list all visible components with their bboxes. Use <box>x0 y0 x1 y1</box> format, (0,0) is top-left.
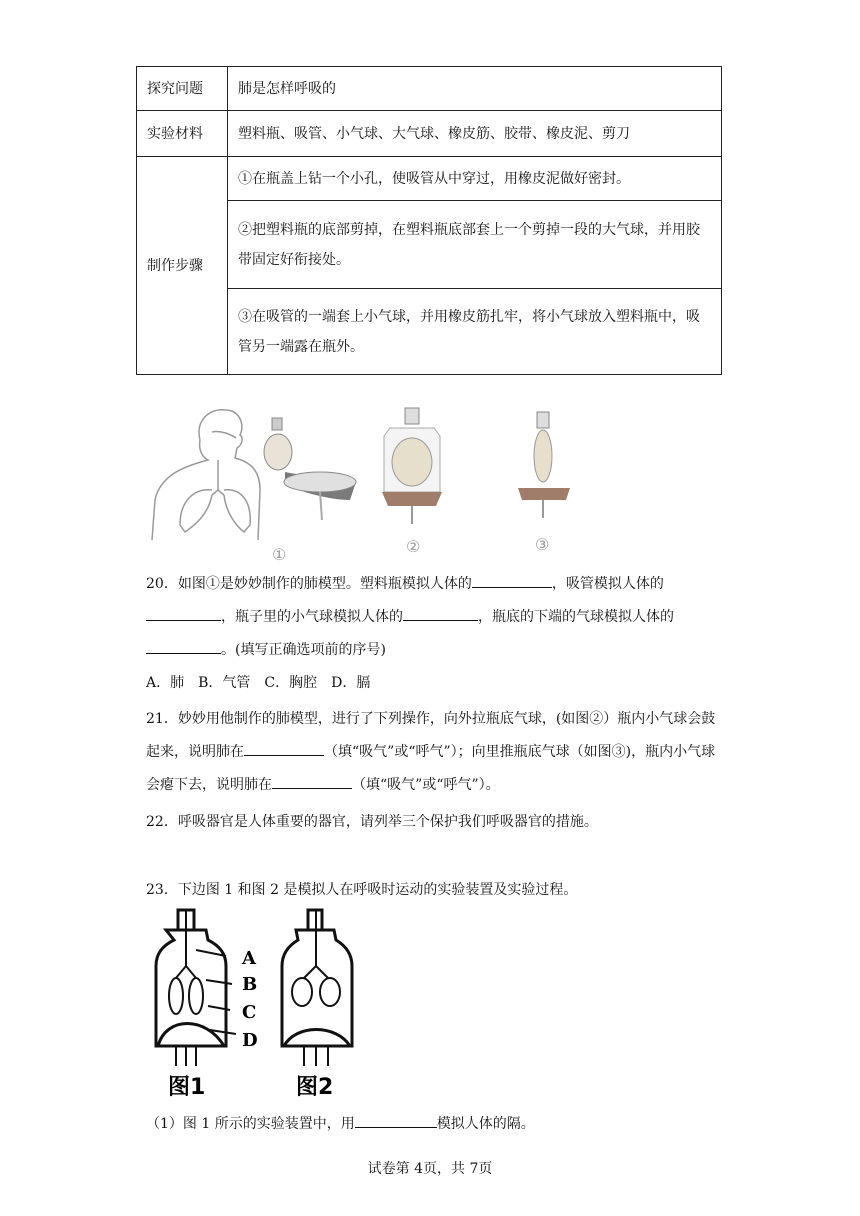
lung-model-3 <box>518 412 570 518</box>
lung-model-1 <box>264 418 356 520</box>
q21-blank-1[interactable] <box>244 741 324 756</box>
q20-blank-3[interactable] <box>403 606 478 621</box>
table-cell-step1: ①在瓶盖上钻一个小孔，使吸管从中穿过，用橡皮泥做好密封。 <box>228 157 722 201</box>
q20-text-1: 20．如图①是妙妙制作的肺模型。塑料瓶模拟人体的 <box>146 576 472 592</box>
table-cell-step2: ②把塑料瓶的底部剪掉，在塑料瓶底部套上一个剪掉一段的大气球，并用胶带固定好衔接处。 <box>228 201 722 289</box>
table-head-steps: 制作步骤 <box>137 157 228 375</box>
table-head-question: 探究问题 <box>137 67 228 111</box>
q20-text-2: ，吸管模拟人体的 <box>551 576 664 592</box>
question-23-sub1 <box>146 1108 726 1141</box>
q23-blank-1[interactable] <box>355 1113 437 1128</box>
label-C: C <box>242 1002 257 1023</box>
q20-text-5: 。(填写正确选项前的序号) <box>221 642 386 658</box>
page-footer: 试卷第 4页，共 7页 <box>367 1161 493 1177</box>
q20-text-3: ，瓶子里的小气球模拟人体的 <box>221 609 403 625</box>
q21-text-3: （填“吸气”或“呼气”）。 <box>352 777 500 793</box>
q21-text-2: （填“吸气”或“呼气”）；向里推瓶底气球（如图③)，瓶内小气球会瘪下去，说明肺在 <box>146 744 716 793</box>
figure-label-1: ① <box>272 545 287 564</box>
q21-blank-2[interactable] <box>272 774 352 789</box>
q20-blank-1[interactable] <box>472 573 552 588</box>
question-23-stem: 23．下边图 1 和图 2 是模拟人在呼吸时运动的实验装置及实验过程。 <box>146 882 578 898</box>
figure-label-3: ③ <box>535 535 550 554</box>
label-D: D <box>242 1030 258 1051</box>
figure-label-2: ② <box>406 537 421 556</box>
table-cell-step3: ③在吸管的一端套上小气球，并用橡皮筋扎牢，将小气球放入塑料瓶中，吸管另一端露在瓶外。 <box>228 289 722 375</box>
q21-text-1: 21．妙妙用他制作的肺模型，进行了下列操作，向外拉瓶底气球，(如图②）瓶内小气球会鼓起来，说明肺在 <box>146 711 716 760</box>
label-A: A <box>242 948 256 969</box>
q20-blank-4[interactable] <box>146 639 221 654</box>
table-cell-materials: 塑料瓶、吸管、小气球、大气球、橡皮筋、胶带、橡皮泥、剪刀 <box>228 111 722 157</box>
bell-jar-2 <box>282 910 352 1066</box>
experiment-table <box>136 66 722 375</box>
q20-text-4: ，瓶底的下端的气球模拟人体的 <box>478 609 674 625</box>
bell-jar-1 <box>156 910 236 1066</box>
fig1-caption: 图1 <box>168 1075 206 1100</box>
question-21 <box>146 703 726 802</box>
table-cell-question: 肺是怎样呼吸的 <box>228 67 722 111</box>
lung-model-2 <box>382 408 442 524</box>
lung-model-figure <box>140 400 580 570</box>
q23-sub1-text-2: 模拟人体的隔。 <box>436 1116 535 1132</box>
q20-options: A．肺 B．气管 C．胸腔 D．膈 <box>146 675 371 691</box>
human-torso-illustration <box>152 410 260 540</box>
question-22: 22．呼吸器官是人体重要的器官，请列举三个保护我们呼吸器官的措施。 <box>146 814 598 830</box>
fig2-caption: 图2 <box>296 1075 334 1100</box>
question-20 <box>146 568 726 700</box>
q20-blank-2[interactable] <box>146 606 221 621</box>
table-head-materials: 实验材料 <box>137 111 228 157</box>
label-B: B <box>242 974 258 995</box>
bell-jar-figure <box>146 906 386 1102</box>
q23-sub1-text-1: （1）图 1 所示的实验装置中，用 <box>146 1116 355 1132</box>
